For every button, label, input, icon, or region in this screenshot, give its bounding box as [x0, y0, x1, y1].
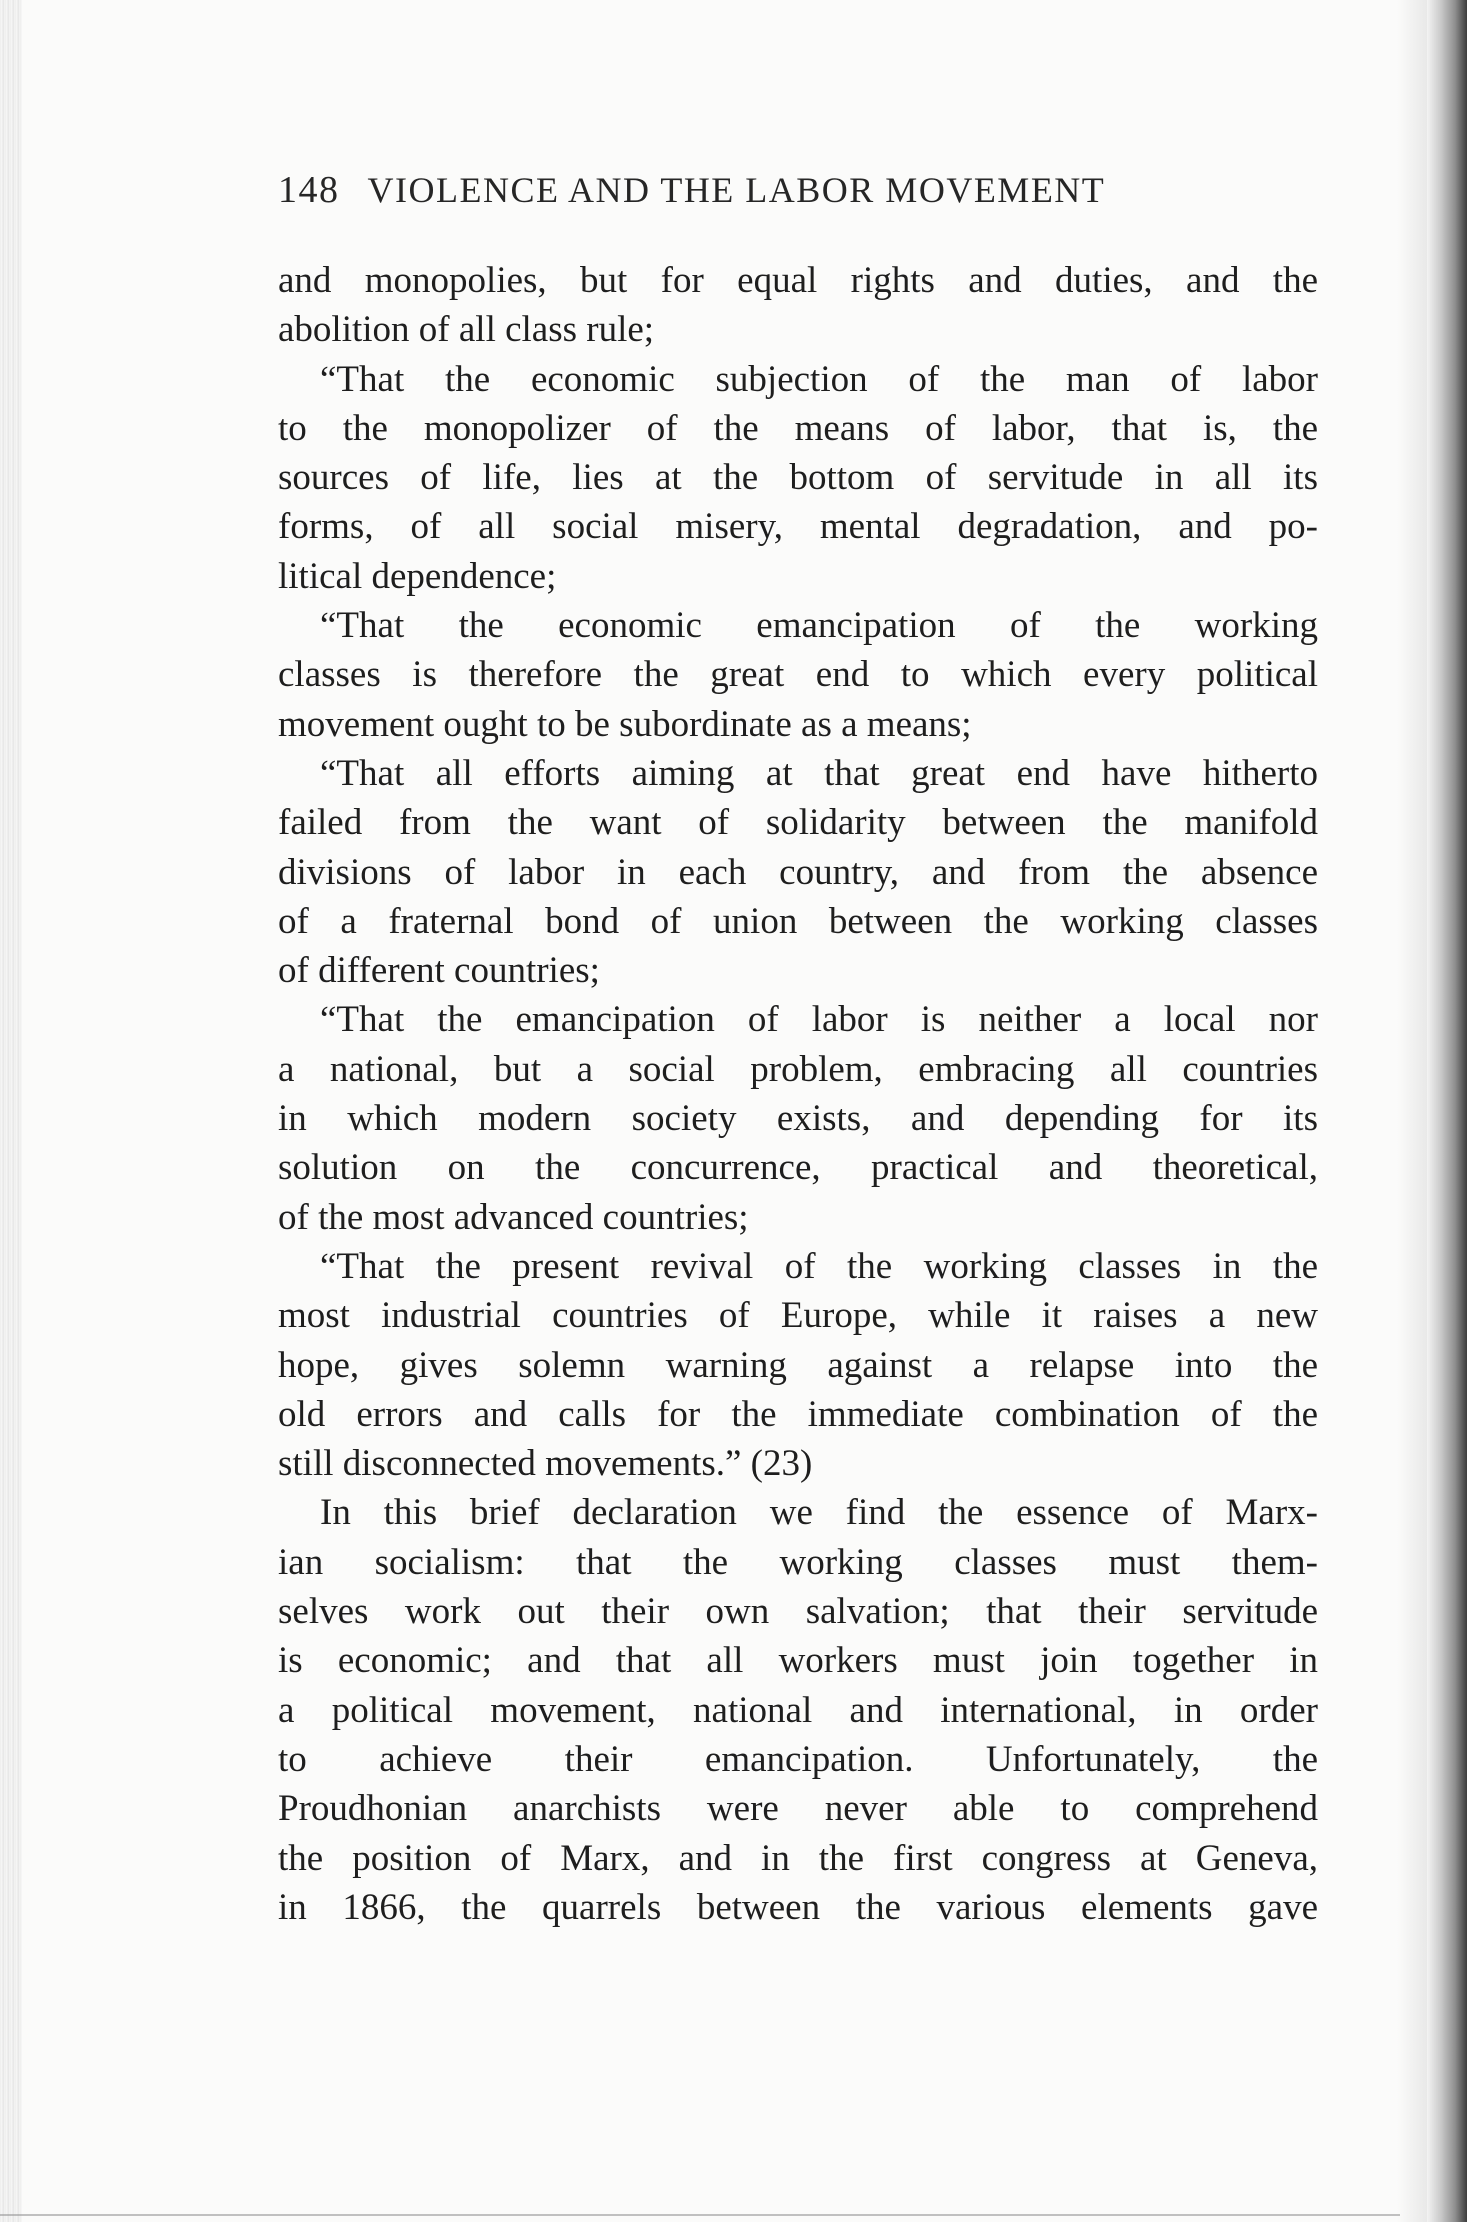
text-line: hope, gives solemn warning against a relapse into the	[278, 1344, 1318, 1386]
page-edge-shadow	[1397, 0, 1427, 2222]
page-number: 148	[278, 169, 340, 211]
text-line: “That the economic emancipation of the working	[320, 605, 1318, 647]
text-line: solution on the concurrence, practical and theoretical,	[278, 1147, 1318, 1189]
text-line: abolition of all class rule;	[278, 309, 655, 351]
text-line: litical dependence;	[278, 555, 557, 597]
text-line: to the monopolizer of the means of labor, that is, the	[278, 407, 1318, 449]
text-line: “That the present revival of the working classes in the	[320, 1245, 1318, 1287]
text-line: ian socialism: that the working classes must them-	[278, 1541, 1318, 1583]
text-line: selves work out their own salvation; that their servitude	[278, 1591, 1318, 1633]
text-line: a national, but a social problem, embracing all countries	[278, 1048, 1318, 1090]
text-line: Proudhonian anarchists were never able to comprehend	[278, 1788, 1318, 1830]
text-line: to achieve their emancipation. Unfortunately, the	[278, 1738, 1318, 1780]
text-line: divisions of labor in each country, and from the absence	[278, 851, 1318, 893]
scan-bottom-edge	[0, 2214, 1400, 2216]
text-line: movement ought to be subordinate as a means;	[278, 703, 972, 745]
text-line: In this brief declaration we find the essence of Marx-	[320, 1492, 1318, 1534]
text-line: “That the emancipation of labor is neither a local nor	[320, 999, 1318, 1041]
text-line: and monopolies, but for equal rights and duties, and the	[278, 260, 1318, 301]
text-line: of different countries;	[278, 950, 600, 992]
text-line: of a fraternal bond of union between the working classes	[278, 900, 1318, 942]
binding-gutter	[0, 0, 22, 2222]
text-line: a political movement, national and international, in order	[278, 1689, 1318, 1731]
text-line: old errors and calls for the immediate combination of the	[278, 1393, 1318, 1435]
text-line: is economic; and that all workers must join together in	[278, 1640, 1318, 1682]
text-line: in 1866, the quarrels between the various elements gave	[278, 1886, 1318, 1928]
text-line: “That the economic subjection of the man of labor	[320, 358, 1318, 400]
text-line: most industrial countries of Europe, while it raises a new	[278, 1295, 1318, 1337]
page-edge	[1427, 0, 1467, 2222]
text-line: in which modern society exists, and depending for its	[278, 1098, 1318, 1140]
text-line: the position of Marx, and in the first congress at Geneva,	[278, 1837, 1318, 1879]
text-line: failed from the want of solidarity between the manifold	[278, 802, 1318, 844]
text-line: “That all efforts aiming at that great end have hitherto	[320, 752, 1318, 794]
body-text	[278, 256, 1318, 1932]
text-line: still disconnected movements.” (23)	[278, 1443, 813, 1485]
running-head	[278, 168, 1318, 224]
running-title: VIOLENCE AND THE LABOR MOVEMENT	[367, 170, 1106, 210]
text-line: classes is therefore the great end to which every political	[278, 654, 1318, 696]
text-line: of the most advanced countries;	[278, 1196, 749, 1238]
text-line: forms, of all social misery, mental degradation, and po-	[278, 506, 1318, 548]
text-line: sources of life, lies at the bottom of servitude in all its	[278, 457, 1318, 499]
